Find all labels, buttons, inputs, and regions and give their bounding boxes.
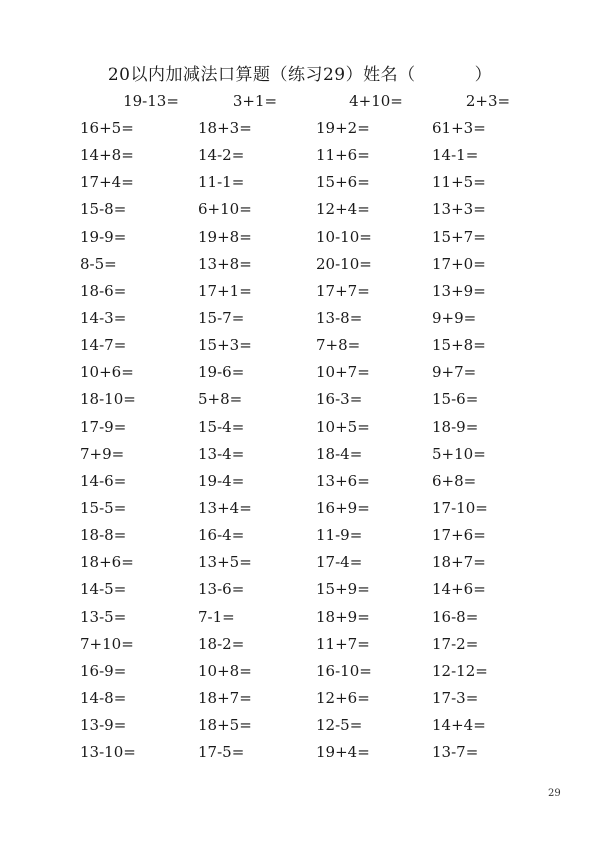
problem-cell: 13+6= [316,471,370,490]
problem-cell: 17-10= [432,498,488,517]
problem-cell: 6+10= [198,200,252,219]
problem-row [0,280,600,307]
problem-cell: 14-6= [80,471,127,490]
problem-cell: 13-9= [80,716,127,735]
problem-cell: 13+8= [198,254,252,273]
problem-cell: 14+4= [432,716,486,735]
problem-cell: 15-6= [432,390,479,409]
problem-grid [0,117,600,768]
problem-cell: 19-13= [123,92,179,110]
problem-row [0,741,600,768]
problem-cell: 14-2= [198,146,245,165]
problem-cell: 17+7= [316,281,370,300]
problem-cell: 15-5= [80,498,127,517]
problem-cell: 13-5= [80,607,127,626]
first-problem-row [0,90,600,114]
problem-cell: 16+5= [80,119,134,137]
problem-cell: 15+3= [198,336,252,355]
problem-cell: 6+8= [432,471,477,490]
problem-cell: 10-10= [316,227,372,246]
problem-row [0,226,600,253]
problem-cell: 4+10= [349,92,403,110]
problem-row [0,144,600,171]
problem-cell: 7+9= [80,444,125,463]
problem-row [0,253,600,280]
problem-cell: 19+8= [198,227,252,246]
problem-cell: 14-3= [80,308,127,327]
problem-cell: 17-3= [432,688,479,707]
problem-cell: 18-9= [432,417,479,436]
problem-cell: 15+9= [316,580,370,599]
problem-cell: 14+6= [432,580,486,599]
problem-cell: 5+10= [432,444,486,463]
problem-cell: 12-12= [432,661,488,680]
problem-cell: 14-1= [432,146,479,165]
problem-cell: 9+9= [432,308,477,327]
problem-cell: 19-4= [198,471,245,490]
problem-row [0,470,600,497]
problem-row [0,687,600,714]
problem-row [0,361,600,388]
problem-cell: 12-5= [316,716,363,735]
problem-cell: 16-10= [316,661,372,680]
problem-cell: 18+7= [432,553,486,572]
problem-cell: 11+7= [316,634,370,653]
problem-row [0,307,600,334]
problem-cell: 10+7= [316,363,370,382]
problem-cell: 18-10= [80,390,136,409]
problem-row [0,388,600,415]
problem-cell: 16-8= [432,607,479,626]
page-number: 29 [548,788,561,799]
problem-row [0,198,600,225]
problem-cell: 12+6= [316,688,370,707]
problem-cell: 18+9= [316,607,370,626]
problem-cell: 16-9= [80,661,127,680]
problem-row [0,551,600,578]
problem-cell: 17-2= [432,634,479,653]
problem-cell: 15+6= [316,173,370,192]
problem-cell: 18-6= [80,281,127,300]
problem-cell: 12+4= [316,200,370,219]
problem-cell: 14-8= [80,688,127,707]
problem-cell: 18-4= [316,444,363,463]
problem-cell: 15-4= [198,417,245,436]
problem-cell: 14-5= [80,580,127,599]
problem-cell: 19+2= [316,119,370,137]
problem-row [0,117,600,144]
problem-cell: 8-5= [80,254,117,273]
problem-cell: 19+4= [316,743,370,762]
problem-row [0,660,600,687]
problem-cell: 17-9= [80,417,127,436]
problem-cell: 2+3= [465,92,511,110]
problem-row [0,714,600,741]
problem-cell: 15+7= [432,227,486,246]
problem-cell: 18+5= [198,716,252,735]
problem-cell: 11-9= [316,526,363,545]
problem-cell: 18+3= [198,119,252,137]
problem-cell: 17-4= [316,553,363,572]
problem-cell: 13+5= [198,553,252,572]
problem-cell: 7-1= [198,607,235,626]
problem-cell: 15+8= [432,336,486,355]
problem-cell: 13-6= [198,580,245,599]
problem-row [0,633,600,660]
problem-cell: 18+7= [198,688,252,707]
problem-cell: 17-5= [198,743,245,762]
problem-cell: 15-7= [198,308,245,327]
problem-row [0,497,600,524]
problem-cell: 10+8= [198,661,252,680]
problem-row [0,606,600,633]
problem-cell: 16+9= [316,498,370,517]
problem-cell: 7+10= [80,634,134,653]
problem-cell: 11+6= [316,146,370,165]
problem-row [0,334,600,361]
problem-cell: 15-8= [80,200,127,219]
problem-cell: 20-10= [316,254,372,273]
problem-cell: 7+8= [316,336,361,355]
problem-cell: 18-8= [80,526,127,545]
problem-cell: 17+6= [432,526,486,545]
problem-cell: 14+8= [80,146,134,165]
problem-cell: 13+9= [432,281,486,300]
problem-cell: 9+7= [432,363,477,382]
problem-cell: 17+1= [198,281,252,300]
problem-cell: 17+4= [80,173,134,192]
problem-cell: 18-2= [198,634,245,653]
problem-cell: 19-6= [198,363,245,382]
problem-cell: 61+3= [432,119,486,137]
problem-cell: 3+1= [232,92,278,110]
problem-cell: 10+6= [80,363,134,382]
problem-cell: 13+3= [432,200,486,219]
problem-cell: 13-8= [316,308,363,327]
problem-cell: 14-7= [80,336,127,355]
problem-row [0,416,600,443]
problem-row [0,443,600,470]
problem-cell: 5+8= [198,390,243,409]
problem-cell: 16-4= [198,526,245,545]
page-title: 20以内加减法口算题（练习29）姓名（ ） [107,65,493,85]
problem-cell: 19-9= [80,227,127,246]
problem-row [0,524,600,551]
problem-cell: 13-7= [432,743,479,762]
problem-cell: 11-1= [198,173,245,192]
problem-cell: 18+6= [80,553,134,572]
problem-cell: 13-10= [80,743,136,762]
problem-row [0,171,600,198]
problem-cell: 11+5= [432,173,486,192]
problem-cell: 13+4= [198,498,252,517]
problem-cell: 17+0= [432,254,486,273]
problem-cell: 13-4= [198,444,245,463]
problem-row [0,578,600,605]
problem-cell: 10+5= [316,417,370,436]
problem-cell: 16-3= [316,390,363,409]
